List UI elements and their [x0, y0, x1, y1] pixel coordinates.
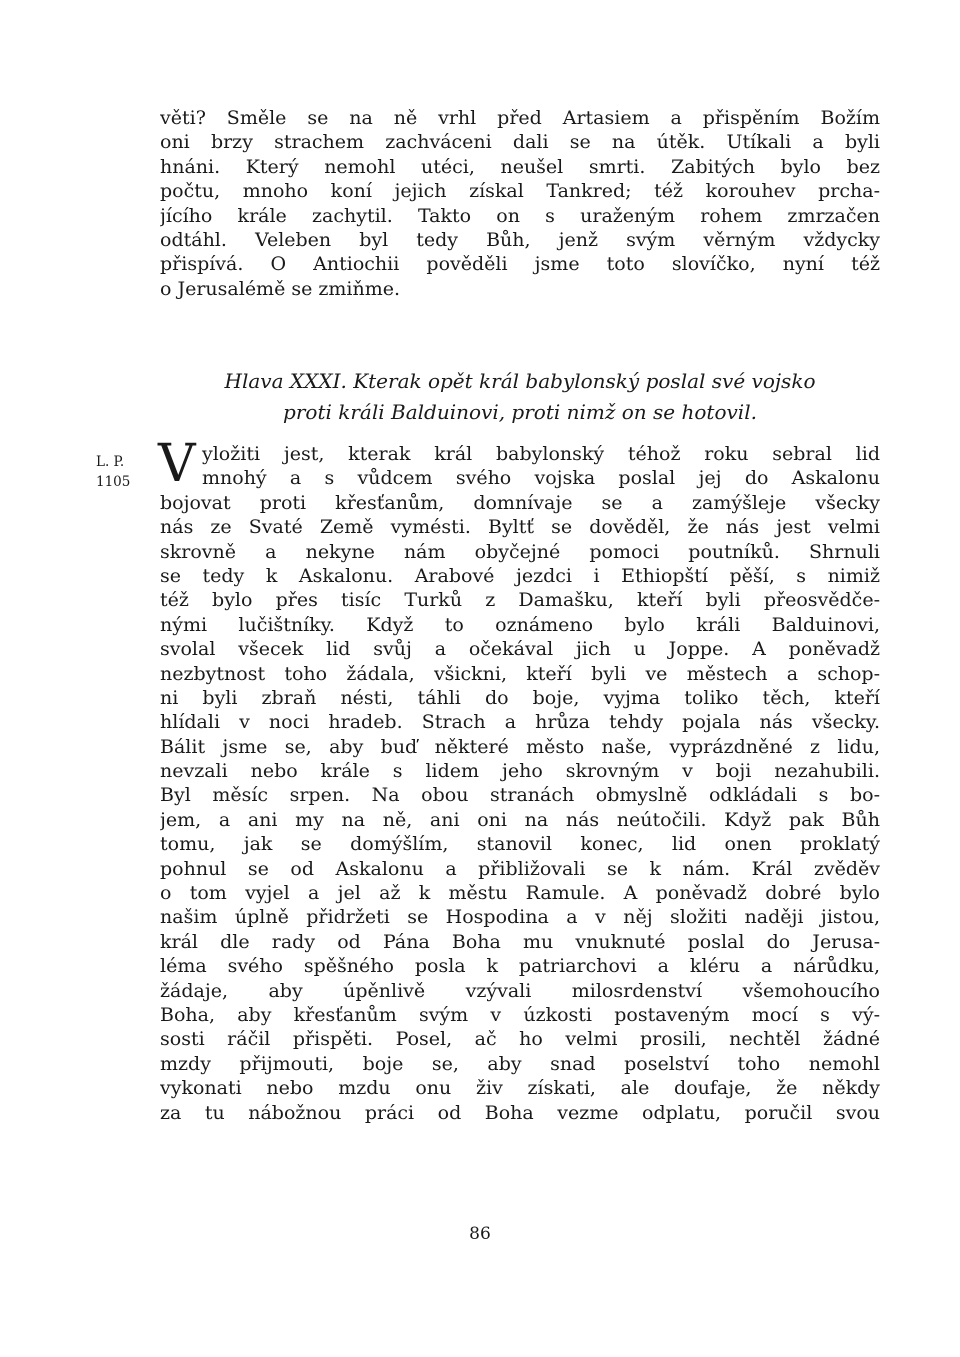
text-line: Boha, aby křesťanům svým v úzkosti postaveným mocí s vý-	[160, 1003, 880, 1026]
margin-note-label: L. P.	[96, 454, 125, 470]
text-line: mnohý a s vůdcem svého vojska poslal jej do Askalonu	[202, 467, 880, 490]
text-line: odtáhl. Veleben byl tedy Bůh, jenž svým věrným vždycky	[160, 228, 880, 251]
text-line: jícího krále zachytil. Takto on s uraženým rohem zmrzačen	[160, 204, 880, 227]
text-line: o tom vyjel a jel až k městu Ramule. A poněvadž dobré bylo	[160, 882, 880, 905]
text-line: za tu nábožnou práci od Boha vezme odplatu, poručil svou	[160, 1101, 880, 1124]
text-line: yložiti jest, kterak král babylonský téhož roku sebral lid	[202, 443, 880, 465]
text-line: nevzali nebo krále s lidem jeho skrovným v boji nezahubili.	[160, 760, 880, 783]
margin-note-year: 1105	[96, 474, 131, 490]
text-line: léma svého spěšného posla k patriarchovi a kléru a nárůdku,	[160, 955, 880, 978]
chapter-heading	[140, 366, 900, 428]
text-line: ni byli zbraň nésti, táhli do boje, vyjma toliko těch, kteří	[160, 686, 880, 709]
text-line: oni brzy strachem zachváceni dali se na útěk. Utíkali a byli	[160, 131, 880, 154]
text-line: žádaje, aby úpěnlivě vzývali milosrdenství všemohoucího	[160, 979, 880, 1002]
text-line: nezbytnost toho žádala, všickni, kteří byli ve městech a schop-	[160, 662, 880, 685]
text-line: přispívá. O Antiochii pověděli jsme toto slovíčko, nyní též	[160, 253, 880, 276]
drop-cap: V	[158, 434, 196, 494]
text-line: se tedy k Askalonu. Arabové jezdci i Ethiopští pěší, s nimiž	[160, 564, 880, 587]
margin-note	[96, 452, 130, 492]
text-line: hnáni. Který nemohl utéci, neušel smrti. Zabitých bylo bez	[160, 155, 880, 178]
text-line: věti? Směle se na ně vrhl před Artasiem a přispěním Božím	[160, 107, 880, 129]
text-line: vykonati nebo mzdu onu živ získati, ale doufaje, že někdy	[160, 1077, 880, 1100]
text-line: skrovně a nekyne nám obyčejné pomoci poutníků. Shrnuli	[160, 540, 880, 563]
text-line: pohnul se od Askalonu a přibližovali se k nám. Král zvěděv	[160, 857, 880, 880]
text-line: hlídali v noci hradeb. Strach a hrůza tehdy pojala nás všecky.	[160, 711, 880, 734]
text-line: počtu, mnoho koní jejich získal Tankred; též korouhev prcha-	[160, 180, 880, 203]
text-line: nás ze Svaté Země vymésti. Byltť se dověděl, že nás jest velmi	[160, 516, 880, 539]
paragraph-continued	[160, 106, 880, 301]
text-line: jem, a ani my na ně, ani oni na nás neútočili. Když pak Bůh	[160, 808, 880, 831]
text-line: Byl měsíc srpen. Na obou stranách obmyslně odkládali s bo-	[160, 784, 880, 807]
text-line: bojovat proti křesťanům, domnívaje se a zamýšleje všecky	[160, 491, 880, 514]
text-line: Bálit jsme se, aby buď některé město naše, vyprázdněné z lidu,	[160, 735, 880, 758]
text-line: král dle rady od Pána Boha mu vnuknuté poslal do Jerusa-	[160, 930, 880, 953]
text-line: též bylo přes tisíc Turků z Damašku, kteří byli přeosvědče-	[160, 589, 880, 612]
text-line: nými lučištníky. Když to oznámeno bylo králi Balduinovi,	[160, 613, 880, 636]
text-line: svolal všecek lid svůj a očekával jich u Joppe. A poněvadž	[160, 638, 880, 661]
paragraph-main	[158, 434, 880, 1125]
text-line: sosti ráčil přispěti. Posel, ač ho velmi prosili, nechtěl žádné	[160, 1028, 880, 1051]
text-line: o Jerusalémě se zmiňme.	[160, 277, 401, 300]
text-line: mzdy přijmouti, boje se, aby snad poselství toho nemohl	[160, 1052, 880, 1075]
chapter-heading-line: proti králi Balduinovi, proti nimž on se hotovil.	[283, 400, 757, 424]
text-line: tomu, jak se domýšlím, stanovil konec, lid onen proklatý	[160, 833, 880, 856]
chapter-heading-line: Hlava XXXI. Kterak opět král babylonský poslal své vojsko	[224, 369, 816, 393]
text-line: našim úplně přidržeti se Hospodina a v něj složiti naději jistou,	[160, 906, 880, 929]
page-number: 86	[469, 1224, 491, 1244]
